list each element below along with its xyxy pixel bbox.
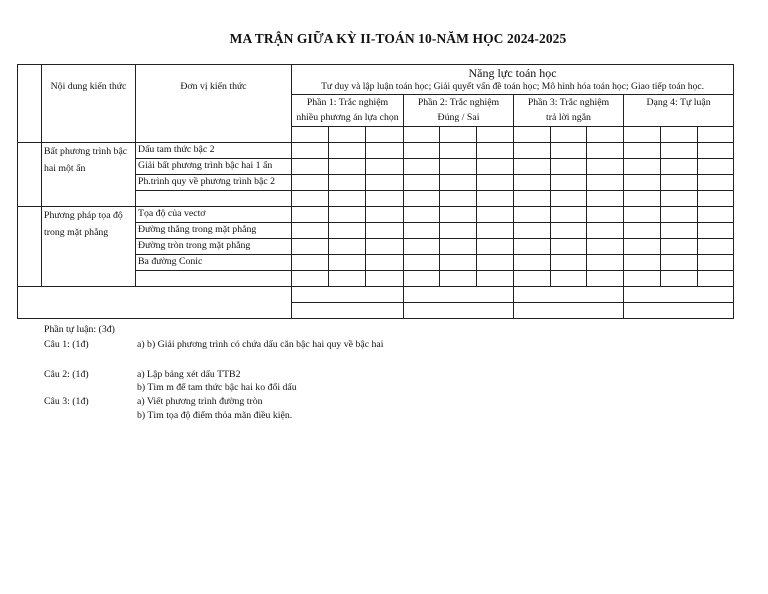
- content-cell-2: Phương pháp tọa độ trong mặt phẳng: [42, 207, 136, 287]
- content-cell-1: Bất phương trình bậc hai một ẩn: [42, 143, 136, 207]
- content-header: Nội dung kiến thức: [42, 65, 136, 143]
- competency-subtitle: Tư duy và lập luận toán học; Giải quyết vấn đề toán học; Mô hình hóa toán học; Giao tiếp toán học.: [321, 80, 705, 92]
- part-3-header: Phần 3: Trắc nghiệm trả lời ngắn: [514, 95, 624, 127]
- part-4-header: Dạng 4: Tự luận: [624, 95, 734, 127]
- competency-title: Năng lực toán học: [468, 65, 557, 80]
- part-2-header: Phần 2: Trắc nghiệm Đúng / Sai: [404, 95, 514, 127]
- question-1-label: Câu 1: (1đ): [44, 339, 89, 350]
- page-title: MA TRẬN GIỮA KỲ II-TOÁN 10-NĂM HỌC 2024-2025: [229, 31, 567, 46]
- unit-row: Giải bất phương trình bậc hai 1 ẩn: [136, 159, 292, 175]
- part-1-header: Phần 1: Trắc nghiệm nhiều phương án lựa chọn: [292, 95, 404, 127]
- unit-row: Đường thẳng trong mặt phẳng: [136, 223, 292, 239]
- unit-row: Đường tròn trong mặt phẳng: [136, 239, 292, 255]
- stt-header-cell: [18, 65, 42, 143]
- question-3-label: Câu 3: (1đ): [44, 396, 89, 407]
- matrix-table: [17, 64, 734, 319]
- question-2-label: Câu 2: (1đ): [44, 369, 89, 380]
- question-3-line-a: a) Viết phương trình đường tròn: [137, 396, 263, 407]
- question-1-line: a) b) Giải phương trình có chứa dấu căn bậc hai quy về bậc hai: [137, 339, 384, 350]
- essay-header: Phần tự luận: (3đ): [44, 324, 115, 335]
- question-2-line-b: b) Tìm m để tam thức bậc hai ko đổi dấu: [137, 382, 297, 393]
- competency-header: [292, 65, 734, 95]
- question-3-line-b: b) Tìm tọa độ điểm thỏa mãn điều kiện.: [137, 410, 293, 421]
- unit-row: Dấu tam thức bậc 2: [136, 143, 292, 159]
- unit-row: Ba đường Conic: [136, 255, 292, 271]
- unit-header: Đơn vị kiến thức: [136, 65, 292, 143]
- unit-row: Tọa độ của vectơ: [136, 207, 292, 223]
- unit-row: Ph.trình quy về phương trình bậc 2: [136, 175, 292, 191]
- question-2-line-a: a) Lập bảng xét dấu TTB2: [137, 369, 241, 380]
